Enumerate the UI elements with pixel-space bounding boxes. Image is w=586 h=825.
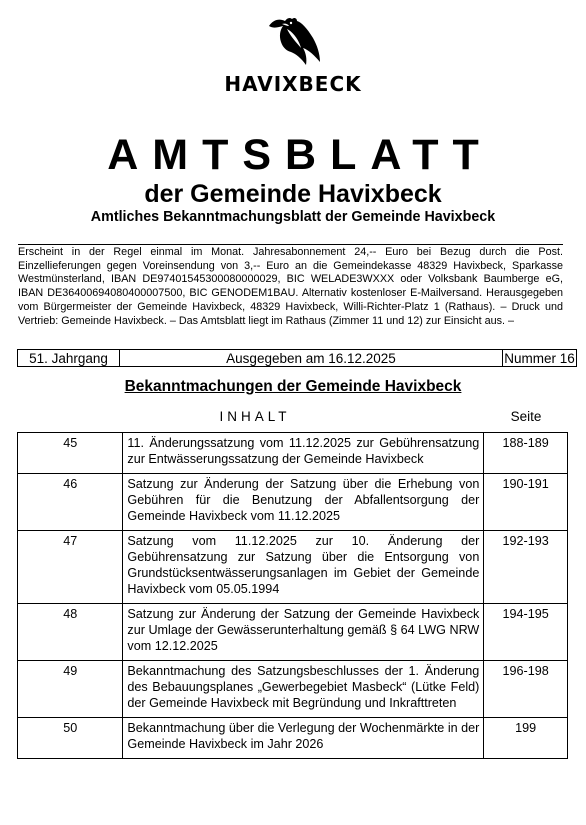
town-name: HAVIXBECK [224,72,362,96]
issue-date: Ausgegeben am 16.12.2025 [120,349,502,367]
table-row [18,661,568,718]
entry-pages: 199 [484,718,568,759]
publication-info: Erscheint in der Regel einmal im Monat. Jahresabonnement 24,-- Euro bei Bezug durch die Post. Einzellieferungen gegen Voreinsendung von 3,-- Euro an die Gemeindekasse 48329 Havixbeck, Sparkasse Westmünsterland, IBAN DE97401545300080000029, BIC WELADE3WXXX oder Volksbank Baumberge eG, IBAN DE36400694080400007500, BIC GENODEM1BAU. Alternativ kostenloser E-Mailversand. Herausgegeben vom Bürgermeister der Gemeinde Havixbeck, 48329 Havixbeck, Willi-Richter-Platz 1 (Rathaus). – Druck und Vertrieb: Gemeinde Havixbeck. – Das Amtsblatt liegt im Rathaus (Zimmer 11 und 12) zur Einsicht aus. – [18,246,563,327]
publication-title: AMTSBLATT [107,131,493,179]
page-heading: Seite [510,409,542,424]
entry-title: Satzung vom 11.12.2025 zur 10. Änderung der Gebührensatzung zur Satzung über die Entsorgung von Grundstücksentwässerungsanlagen im Gebiet der Gemeinde Havixbeck vom 05.05.1994 [123,531,484,604]
entry-pages: 192-193 [484,531,568,604]
table-row [18,531,568,604]
entry-title: Bekanntmachung des Satzungsbeschlusses der 1. Änderung des Bebauungsplanes „Gewerbegebiet Masbeck“ (Lütke Feld) der Gemeinde Havixbeck mit Begründung und Inkrafttreten [123,661,484,718]
issue-number: Nummer 16 [502,349,577,367]
publication-description: Amtliches Bekanntmachungsblatt der Gemeinde Havixbeck [90,209,496,225]
entry-pages: 196-198 [484,661,568,718]
entry-pages: 194-195 [484,604,568,661]
entry-number: 50 [18,718,123,759]
entry-title: Satzung zur Änderung der Satzung der Gemeinde Havixbeck zur Umlage der Gewässerunterhaltung gemäß § 64 LWG NRW vom 12.12.2025 [123,604,484,661]
entry-pages: 188-189 [484,433,568,474]
table-row [18,433,568,474]
entry-pages: 190-191 [484,474,568,531]
issue-bar [17,349,577,367]
table-row [18,474,568,531]
municipal-logo [0,12,586,96]
entry-number: 45 [18,433,123,474]
volume-label: 51. Jahrgang [17,349,120,367]
table-row [18,718,568,759]
entry-title: Satzung zur Änderung der Satzung über die Erhebung von Gebühren für die Benutzung der Abfallentsorgung der Gemeinde Havixbeck vom 11.12.2025 [123,474,484,531]
entry-title: Bekanntmachung über die Verlegung der Wochenmärkte in der Gemeinde Havixbeck im Jahr 2026 [123,718,484,759]
section-title: Bekanntmachungen der Gemeinde Havixbeck [124,378,462,395]
entry-number: 48 [18,604,123,661]
entry-number: 47 [18,531,123,604]
contents-heading: INHALT [219,409,291,424]
table-of-contents [17,432,568,759]
entry-title: 11. Änderungssatzung vom 11.12.2025 zur Gebührensatzung zur Entwässerungssatzung der Gemeinde Havixbeck [123,433,484,474]
table-row [18,604,568,661]
entry-number: 46 [18,474,123,531]
eagle-icon [263,12,323,70]
entry-number: 49 [18,661,123,718]
publication-subtitle: der Gemeinde Havixbeck [144,180,442,208]
